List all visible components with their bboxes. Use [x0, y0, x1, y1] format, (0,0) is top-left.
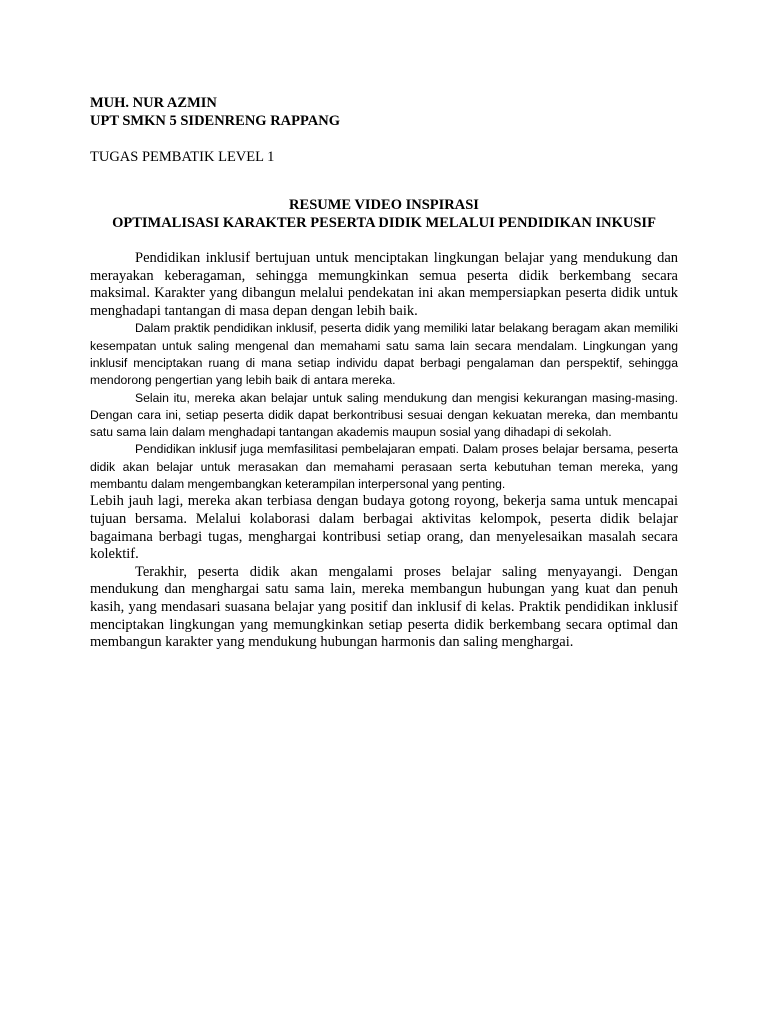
task-label: TUGAS PEMBATIK LEVEL 1	[90, 149, 275, 165]
document-subtitle: OPTIMALISASI KARAKTER PESERTA DIDIK MELALUI PENDIDIKAN INKUSIF	[112, 215, 656, 231]
paragraph-1: Pendidikan inklusif bertujuan untuk menciptakan lingkungan belajar yang mendukung dan merayakan keberagaman, sehingga memungkinkan semua peserta didik berkembang secara maksimal. Karakter yang dibangun melalui pendekatan ini akan mempersiapkan peserta didik untuk menghadapi tantangan di masa depan dengan lebih baik.	[90, 250, 678, 319]
document-page	[90, 94, 678, 652]
paragraph-3: Selain itu, mereka akan belajar untuk saling mendukung dan mengisi kekurangan masing-masing. Dengan cara ini, setiap peserta didik dapat berkontribusi sesuai dengan kekuatan mereka, dan membantu satu sama lain dalam menghadapi tantangan akademis maupun sosial yang dihadapi di sekolah.	[90, 390, 678, 440]
paragraph-6: Terakhir, peserta didik akan mengalami proses belajar saling menyayangi. Dengan mendukung dan menghargai satu sama lain, mereka membangun hubungan yang kuat dan penuh kasih, yang mendasari suasana belajar yang positif dan inklusif di kelas. Praktik pendidikan inklusif menciptakan lingkungan yang memungkinkan setiap peserta didik berkembang secara optimal dan membangun karakter yang mendukung hubungan harmonis dan saling menghargai.	[90, 563, 678, 651]
school-name: UPT SMKN 5 SIDENRENG RAPPANG	[90, 113, 341, 129]
document-title: RESUME VIDEO INSPIRASI	[289, 197, 479, 213]
paragraph-4: Pendidikan inklusif juga memfasilitasi pembelajaran empati. Dalam proses belajar bersama, peserta didik akan belajar untuk merasakan dan memahami perasaan serta kebutuhan teman mereka, yang membantu dalam mengembangkan keterampilan interpersonal yang penting.	[90, 442, 678, 492]
paragraph-2: Dalam praktik pendidikan inklusif, peserta didik yang memiliki latar belakang beragam akan memiliki kesempatan untuk saling mengenal dan memahami satu sama lain secara mendalam. Lingkungan yang inklusif menciptakan ruang di mana setiap individu dapat berbagi pengalaman dan perspektif, sehingga mendorong pengertian yang lebih baik di antara mereka.	[90, 321, 678, 388]
paragraph-5: Lebih jauh lagi, mereka akan terbiasa dengan budaya gotong royong, bekerja sama untuk mencapai tujuan bersama. Melalui kolaborasi dalam berbagai aktivitas kelompok, peserta didik belajar bagaimana berbagi tugas, menghargai kontribusi setiap orang, dan menyelesaikan masalah secara kolektif.	[90, 493, 678, 563]
author-name: MUH. NUR AZMIN	[90, 95, 217, 111]
